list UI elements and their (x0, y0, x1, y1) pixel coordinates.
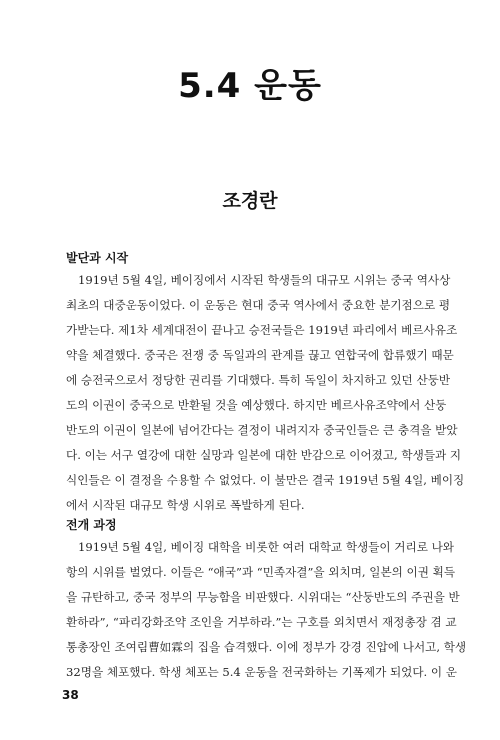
chapter-title: 5.4 운동 (178, 66, 322, 106)
text-line: 1919년 5월 4일, 베이징 대학을 비롯한 여러 대학교 학생들이 거리로 나와 (78, 540, 454, 554)
text-line: 1919년 5월 4일, 베이징에서 시작된 학생들의 대규모 시위는 중국 역사상 (78, 273, 451, 287)
section-body-development (66, 535, 467, 685)
text-line: 에서 시작된 대규모 학생 시위로 폭발하게 된다. (66, 498, 305, 512)
text-line: 항의 시위를 벌였다. 이들은 “애국”과 “민족자결”을 외치며, 일본의 이권 획득 (66, 565, 456, 579)
text-line: 약을 체결했다. 중국은 전쟁 중 독일과의 관계를 끊고 연합국에 합류했기 때문 (66, 348, 454, 362)
text-line: 다. 이는 서구 열강에 대한 실망과 일본에 대한 반감으로 이어졌고, 학생들과 지 (66, 448, 462, 462)
text-line: 을 규탄하고, 중국 정부의 무능함을 비판했다. 시위대는 “산둥반도의 주권을 반 (66, 590, 460, 604)
text-line: 32명을 체포했다. 학생 체포는 5.4 운동을 전국화하는 기폭제가 되었다. 이 운 (66, 665, 458, 679)
section-heading-development: 전개 과정 (66, 518, 117, 532)
text-line: 가받는다. 제1차 세계대전이 끝나고 승전국들은 1919년 파리에서 베르사유조 (66, 323, 458, 337)
text-line: 에 승전국으로서 정당한 권리를 기대했다. 특히 독일이 차지하고 있던 산둥반 (66, 373, 451, 387)
author-name: 조경란 (222, 190, 278, 212)
text-line: 도의 이권이 중국으로 반환될 것을 예상했다. 하지만 베르사유조약에서 산둥 (66, 398, 447, 412)
text-line: 환하라”, “파리강화조약 조인을 거부하라.”는 구호를 외치면서 재정총장 겸 교 (66, 615, 457, 629)
section-body-origin (66, 268, 465, 518)
section-heading-origin: 발단과 시작 (66, 251, 129, 265)
page-number: 38 (62, 688, 79, 702)
text-line: 식인들은 이 결정을 수용할 수 없었다. 이 불만은 결국 1919년 5월 4일, 베이징 (66, 473, 465, 487)
text-line: 최초의 대중운동이었다. 이 운동은 현대 중국 역사에서 중요한 분기점으로 평 (66, 298, 451, 312)
text-line: 통총장인 조여림曹如霖의 집을 습격했다. 이에 정부가 강경 진압에 나서고, 학생 (66, 640, 467, 654)
text-line: 반도의 이권이 일본에 넘어간다는 결정이 내려지자 중국인들은 큰 충격을 받았 (66, 423, 458, 437)
